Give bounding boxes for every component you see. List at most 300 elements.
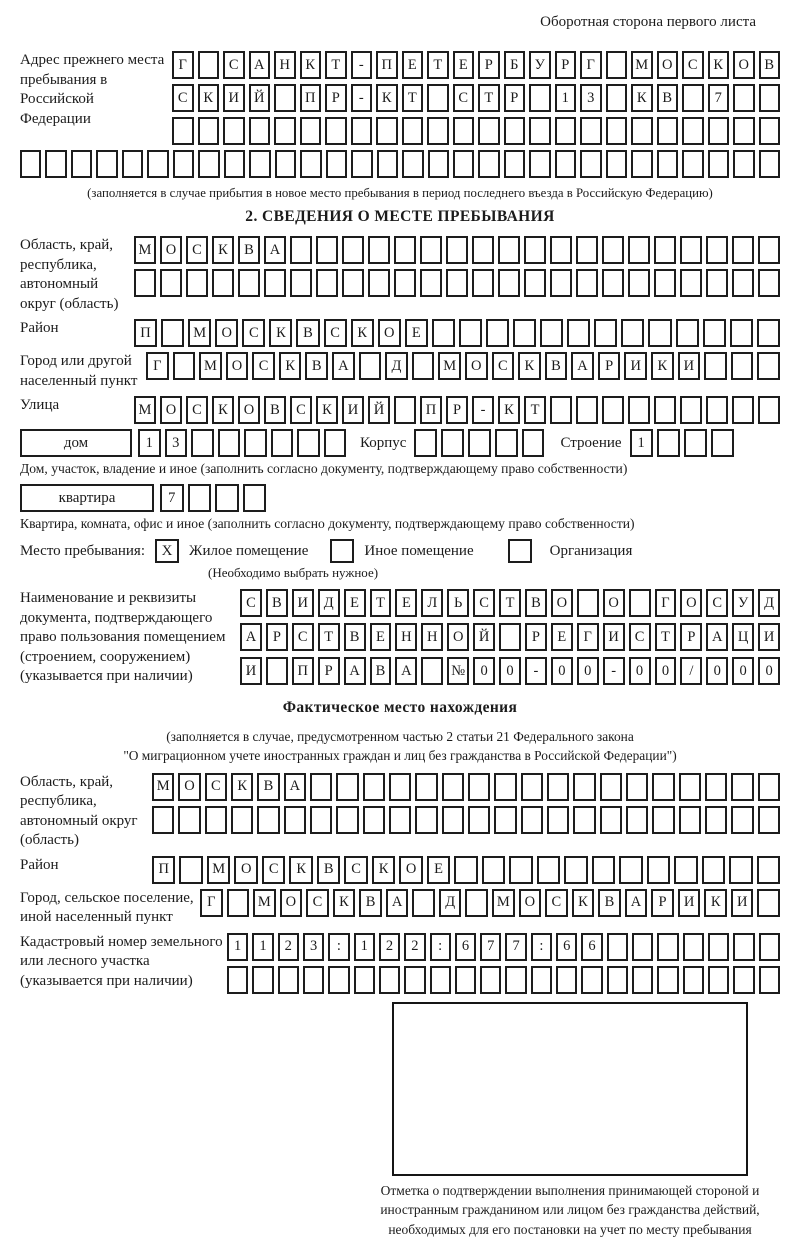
char-cell[interactable]: К (300, 51, 322, 79)
char-cell[interactable]: А (240, 623, 262, 651)
char-cell[interactable]: С (186, 236, 208, 264)
char-cell[interactable]: К (212, 396, 234, 424)
char-cell[interactable]: Р (598, 352, 621, 380)
char-cell[interactable]: И (624, 352, 647, 380)
char-cell[interactable]: 1 (555, 84, 577, 112)
char-cell[interactable]: К (289, 856, 312, 884)
char-cell[interactable]: К (269, 319, 292, 347)
char-cell[interactable]: Е (402, 51, 424, 79)
char-cell[interactable] (432, 319, 455, 347)
char-cell[interactable]: Й (249, 84, 271, 112)
char-cell[interactable]: С (629, 623, 651, 651)
char-cell[interactable] (249, 117, 271, 145)
char-cell[interactable] (602, 236, 624, 264)
char-cell[interactable]: К (631, 84, 653, 112)
char-cell[interactable] (550, 269, 572, 297)
char-cell[interactable] (243, 484, 267, 512)
char-cell[interactable] (626, 773, 648, 801)
char-cell[interactable]: В (759, 51, 781, 79)
prev-address-row-1[interactable] (172, 51, 780, 79)
char-cell[interactable] (173, 150, 194, 178)
char-cell[interactable] (71, 150, 92, 178)
char-cell[interactable] (20, 150, 41, 178)
s3-raion-cells[interactable] (152, 856, 780, 884)
char-cell[interactable] (757, 352, 780, 380)
char-cell[interactable]: П (292, 657, 314, 685)
char-cell[interactable] (705, 773, 727, 801)
char-cell[interactable]: В (525, 589, 547, 617)
char-cell[interactable]: Н (421, 623, 443, 651)
char-cell[interactable]: 0 (732, 657, 754, 685)
char-cell[interactable] (266, 657, 288, 685)
char-cell[interactable] (274, 117, 296, 145)
char-cell[interactable] (521, 806, 543, 834)
char-cell[interactable]: 2 (379, 933, 400, 961)
char-cell[interactable] (173, 352, 196, 380)
char-cell[interactable] (455, 966, 476, 994)
char-cell[interactable]: Т (370, 589, 392, 617)
char-cell[interactable] (576, 269, 598, 297)
char-cell[interactable]: М (207, 856, 230, 884)
char-cell[interactable] (328, 966, 349, 994)
char-cell[interactable]: О (178, 773, 200, 801)
char-cell[interactable] (682, 150, 703, 178)
char-cell[interactable]: 0 (577, 657, 599, 685)
char-cell[interactable] (679, 806, 701, 834)
kvartira-box[interactable]: квартира (20, 484, 154, 512)
char-cell[interactable] (529, 117, 551, 145)
char-cell[interactable]: У (732, 589, 754, 617)
doc-cells-1[interactable] (240, 589, 780, 617)
char-cell[interactable] (657, 933, 678, 961)
char-cell[interactable]: О (160, 236, 182, 264)
char-cell[interactable] (316, 236, 338, 264)
char-cell[interactable] (731, 773, 753, 801)
char-cell[interactable]: Д (758, 589, 780, 617)
char-cell[interactable]: С (292, 623, 314, 651)
char-cell[interactable] (631, 117, 653, 145)
char-cell[interactable] (702, 856, 725, 884)
char-cell[interactable] (324, 429, 347, 457)
char-cell[interactable]: Р (651, 889, 674, 917)
char-cell[interactable]: С (262, 856, 285, 884)
char-cell[interactable]: 0 (499, 657, 521, 685)
char-cell[interactable] (441, 429, 464, 457)
char-cell[interactable] (336, 806, 358, 834)
char-cell[interactable]: К (518, 352, 541, 380)
char-cell[interactable]: В (296, 319, 319, 347)
char-cell[interactable]: В (257, 773, 279, 801)
char-cell[interactable] (303, 966, 324, 994)
doc-cells-3[interactable] (240, 657, 780, 685)
char-cell[interactable] (231, 806, 253, 834)
char-cell[interactable] (680, 269, 702, 297)
char-cell[interactable]: 0 (629, 657, 651, 685)
char-cell[interactable] (540, 319, 563, 347)
char-cell[interactable] (708, 150, 729, 178)
char-cell[interactable]: Д (385, 352, 408, 380)
char-cell[interactable] (351, 150, 372, 178)
char-cell[interactable]: 1 (252, 933, 273, 961)
char-cell[interactable] (468, 773, 490, 801)
char-cell[interactable] (757, 319, 780, 347)
char-cell[interactable] (188, 484, 212, 512)
char-cell[interactable] (759, 150, 780, 178)
char-cell[interactable]: С (290, 396, 312, 424)
char-cell[interactable] (567, 319, 590, 347)
char-cell[interactable] (342, 269, 364, 297)
char-cell[interactable]: Ь (447, 589, 469, 617)
char-cell[interactable] (404, 966, 425, 994)
char-cell[interactable]: - (472, 396, 494, 424)
char-cell[interactable]: О (399, 856, 422, 884)
char-cell[interactable] (227, 966, 248, 994)
char-cell[interactable] (657, 429, 680, 457)
char-cell[interactable] (708, 966, 729, 994)
char-cell[interactable]: О (160, 396, 182, 424)
char-cell[interactable]: В (545, 352, 568, 380)
char-cell[interactable]: Т (325, 51, 347, 79)
char-cell[interactable] (134, 269, 156, 297)
char-cell[interactable]: И (292, 589, 314, 617)
char-cell[interactable]: : (531, 933, 552, 961)
char-cell[interactable]: А (571, 352, 594, 380)
char-cell[interactable] (704, 352, 727, 380)
s3-oblast-cells-2[interactable] (152, 806, 780, 834)
char-cell[interactable] (428, 150, 449, 178)
char-cell[interactable] (494, 806, 516, 834)
char-cell[interactable] (683, 933, 704, 961)
char-cell[interactable]: М (188, 319, 211, 347)
char-cell[interactable]: 7 (160, 484, 184, 512)
char-cell[interactable]: Н (274, 51, 296, 79)
char-cell[interactable] (472, 269, 494, 297)
char-cell[interactable] (555, 117, 577, 145)
char-cell[interactable]: С (473, 589, 495, 617)
char-cell[interactable]: И (342, 396, 364, 424)
char-cell[interactable]: Г (580, 51, 602, 79)
char-cell[interactable]: Л (421, 589, 443, 617)
char-cell[interactable]: Т (427, 51, 449, 79)
char-cell[interactable]: - (525, 657, 547, 685)
char-cell[interactable] (732, 269, 754, 297)
char-cell[interactable] (758, 806, 780, 834)
char-cell[interactable]: Т (499, 589, 521, 617)
char-cell[interactable]: У (529, 51, 551, 79)
char-cell[interactable]: И (758, 623, 780, 651)
char-cell[interactable]: П (134, 319, 157, 347)
char-cell[interactable] (482, 856, 505, 884)
char-cell[interactable] (759, 117, 781, 145)
char-cell[interactable]: Е (395, 589, 417, 617)
char-cell[interactable]: А (706, 623, 728, 651)
char-cell[interactable]: К (351, 319, 374, 347)
char-cell[interactable] (402, 117, 424, 145)
char-cell[interactable]: С (492, 352, 515, 380)
char-cell[interactable] (478, 117, 500, 145)
char-cell[interactable] (759, 966, 780, 994)
char-cell[interactable] (521, 773, 543, 801)
char-cell[interactable] (600, 773, 622, 801)
char-cell[interactable]: Т (402, 84, 424, 112)
char-cell[interactable] (602, 396, 624, 424)
s3-oblast-cells-1[interactable] (152, 773, 780, 801)
char-cell[interactable] (657, 966, 678, 994)
char-cell[interactable] (758, 773, 780, 801)
char-cell[interactable] (310, 806, 332, 834)
char-cell[interactable]: С (545, 889, 568, 917)
char-cell[interactable] (733, 84, 755, 112)
char-cell[interactable]: 7 (505, 933, 526, 961)
s2-gorod-cells[interactable] (146, 352, 780, 380)
char-cell[interactable] (198, 117, 220, 145)
char-cell[interactable] (249, 150, 270, 178)
char-cell[interactable]: О (378, 319, 401, 347)
char-cell[interactable] (547, 773, 569, 801)
char-cell[interactable] (648, 319, 671, 347)
char-cell[interactable] (271, 429, 294, 457)
char-cell[interactable]: О (733, 51, 755, 79)
char-cell[interactable] (478, 150, 499, 178)
char-cell[interactable] (178, 806, 200, 834)
char-cell[interactable] (652, 806, 674, 834)
char-cell[interactable] (412, 889, 435, 917)
char-cell[interactable] (354, 966, 375, 994)
char-cell[interactable]: В (305, 352, 328, 380)
char-cell[interactable] (684, 429, 707, 457)
char-cell[interactable]: 0 (473, 657, 495, 685)
doc-cells-2[interactable] (240, 623, 780, 651)
char-cell[interactable] (619, 856, 642, 884)
char-cell[interactable]: 3 (303, 933, 324, 961)
char-cell[interactable] (733, 117, 755, 145)
char-cell[interactable] (600, 806, 622, 834)
char-cell[interactable]: О (280, 889, 303, 917)
char-cell[interactable] (468, 806, 490, 834)
char-cell[interactable]: : (430, 933, 451, 961)
s2-oblast-cells-2[interactable] (134, 269, 780, 297)
char-cell[interactable]: Е (370, 623, 392, 651)
char-cell[interactable] (300, 117, 322, 145)
char-cell[interactable]: Р (446, 396, 468, 424)
char-cell[interactable]: : (328, 933, 349, 961)
char-cell[interactable] (264, 269, 286, 297)
char-cell[interactable]: А (625, 889, 648, 917)
dom-box[interactable]: дом (20, 429, 132, 457)
char-cell[interactable] (377, 150, 398, 178)
char-cell[interactable]: С (306, 889, 329, 917)
char-cell[interactable]: К (376, 84, 398, 112)
char-cell[interactable] (504, 117, 526, 145)
char-cell[interactable] (632, 966, 653, 994)
char-cell[interactable]: К (372, 856, 395, 884)
char-cell[interactable] (602, 269, 624, 297)
char-cell[interactable] (486, 319, 509, 347)
char-cell[interactable]: 3 (580, 84, 602, 112)
char-cell[interactable]: 6 (581, 933, 602, 961)
char-cell[interactable]: С (453, 84, 475, 112)
char-cell[interactable]: В (344, 623, 366, 651)
char-cell[interactable]: Р (266, 623, 288, 651)
s2-raion-cells[interactable] (134, 319, 780, 347)
korpus-cells[interactable] (414, 429, 544, 457)
char-cell[interactable] (212, 269, 234, 297)
kadastr-cells-1[interactable] (227, 933, 780, 961)
char-cell[interactable] (680, 236, 702, 264)
char-cell[interactable]: - (351, 51, 373, 79)
char-cell[interactable]: К (279, 352, 302, 380)
prev-address-row-2[interactable] (172, 84, 780, 112)
char-cell[interactable] (351, 117, 373, 145)
char-cell[interactable] (191, 429, 214, 457)
char-cell[interactable]: Ц (732, 623, 754, 651)
char-cell[interactable] (415, 773, 437, 801)
char-cell[interactable]: С (172, 84, 194, 112)
char-cell[interactable]: О (551, 589, 573, 617)
char-cell[interactable] (394, 396, 416, 424)
char-cell[interactable]: К (212, 236, 234, 264)
char-cell[interactable] (326, 150, 347, 178)
char-cell[interactable]: К (704, 889, 727, 917)
char-cell[interactable]: Т (318, 623, 340, 651)
char-cell[interactable] (504, 150, 525, 178)
char-cell[interactable] (731, 806, 753, 834)
char-cell[interactable] (729, 856, 752, 884)
prev-address-row-4[interactable] (20, 150, 780, 178)
char-cell[interactable]: Б (504, 51, 526, 79)
char-cell[interactable] (389, 806, 411, 834)
char-cell[interactable] (524, 269, 546, 297)
char-cell[interactable]: 6 (455, 933, 476, 961)
dom-cells[interactable] (138, 429, 346, 457)
char-cell[interactable]: Г (200, 889, 223, 917)
char-cell[interactable] (284, 806, 306, 834)
checkbox-inoe[interactable] (330, 539, 354, 563)
char-cell[interactable] (363, 773, 385, 801)
char-cell[interactable]: Е (405, 319, 428, 347)
char-cell[interactable]: № (447, 657, 469, 685)
char-cell[interactable] (628, 269, 650, 297)
char-cell[interactable] (290, 236, 312, 264)
char-cell[interactable]: В (317, 856, 340, 884)
char-cell[interactable]: М (199, 352, 222, 380)
char-cell[interactable]: И (678, 889, 701, 917)
char-cell[interactable]: К (708, 51, 730, 79)
checkbox-zhiloe[interactable]: X (155, 539, 179, 563)
char-cell[interactable] (376, 117, 398, 145)
char-cell[interactable] (494, 773, 516, 801)
char-cell[interactable] (454, 856, 477, 884)
char-cell[interactable] (495, 429, 518, 457)
char-cell[interactable]: К (231, 773, 253, 801)
char-cell[interactable] (453, 117, 475, 145)
char-cell[interactable]: А (386, 889, 409, 917)
char-cell[interactable]: О (226, 352, 249, 380)
char-cell[interactable]: С (240, 589, 262, 617)
char-cell[interactable] (705, 806, 727, 834)
char-cell[interactable] (224, 150, 245, 178)
char-cell[interactable]: А (332, 352, 355, 380)
char-cell[interactable] (730, 319, 753, 347)
char-cell[interactable]: С (682, 51, 704, 79)
char-cell[interactable] (414, 429, 437, 457)
char-cell[interactable]: В (657, 84, 679, 112)
char-cell[interactable]: К (198, 84, 220, 112)
char-cell[interactable]: 2 (278, 933, 299, 961)
char-cell[interactable] (480, 966, 501, 994)
char-cell[interactable]: Т (655, 623, 677, 651)
char-cell[interactable] (547, 806, 569, 834)
char-cell[interactable] (632, 933, 653, 961)
char-cell[interactable] (420, 236, 442, 264)
char-cell[interactable] (427, 84, 449, 112)
char-cell[interactable]: 1 (354, 933, 375, 961)
char-cell[interactable]: 0 (706, 657, 728, 685)
char-cell[interactable]: С (223, 51, 245, 79)
char-cell[interactable] (215, 484, 239, 512)
char-cell[interactable]: Т (524, 396, 546, 424)
char-cell[interactable] (459, 319, 482, 347)
char-cell[interactable] (580, 117, 602, 145)
char-cell[interactable] (573, 806, 595, 834)
char-cell[interactable] (733, 933, 754, 961)
char-cell[interactable] (683, 966, 704, 994)
char-cell[interactable] (733, 150, 754, 178)
char-cell[interactable]: С (186, 396, 208, 424)
char-cell[interactable] (606, 51, 628, 79)
char-cell[interactable] (498, 269, 520, 297)
char-cell[interactable]: О (657, 51, 679, 79)
char-cell[interactable] (179, 856, 202, 884)
char-cell[interactable]: А (249, 51, 271, 79)
char-cell[interactable]: П (300, 84, 322, 112)
char-cell[interactable] (415, 806, 437, 834)
char-cell[interactable]: П (376, 51, 398, 79)
s2-ulitsa-cells[interactable] (134, 396, 780, 424)
char-cell[interactable] (498, 236, 520, 264)
char-cell[interactable] (394, 236, 416, 264)
char-cell[interactable] (607, 933, 628, 961)
char-cell[interactable] (379, 966, 400, 994)
char-cell[interactable] (363, 806, 385, 834)
char-cell[interactable] (468, 429, 491, 457)
char-cell[interactable]: С (324, 319, 347, 347)
char-cell[interactable]: 7 (708, 84, 730, 112)
char-cell[interactable]: О (215, 319, 238, 347)
char-cell[interactable] (531, 966, 552, 994)
char-cell[interactable]: О (238, 396, 260, 424)
char-cell[interactable] (499, 623, 521, 651)
char-cell[interactable] (555, 150, 576, 178)
char-cell[interactable] (446, 269, 468, 297)
char-cell[interactable]: О (680, 589, 702, 617)
char-cell[interactable] (336, 773, 358, 801)
char-cell[interactable] (420, 269, 442, 297)
char-cell[interactable] (577, 589, 599, 617)
char-cell[interactable]: Т (478, 84, 500, 112)
char-cell[interactable] (550, 236, 572, 264)
char-cell[interactable]: И (678, 352, 701, 380)
char-cell[interactable] (368, 236, 390, 264)
char-cell[interactable]: И (240, 657, 262, 685)
char-cell[interactable]: Р (318, 657, 340, 685)
char-cell[interactable] (758, 396, 780, 424)
char-cell[interactable] (556, 966, 577, 994)
char-cell[interactable]: О (234, 856, 257, 884)
char-cell[interactable]: Е (427, 856, 450, 884)
char-cell[interactable] (606, 150, 627, 178)
char-cell[interactable] (628, 236, 650, 264)
